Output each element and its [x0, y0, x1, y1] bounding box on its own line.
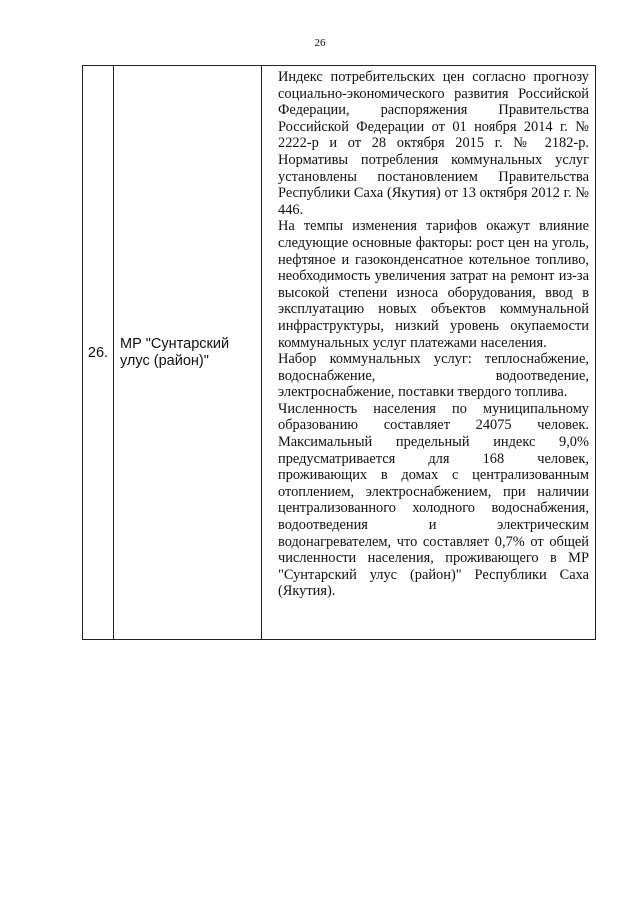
tariff-table — [82, 65, 596, 640]
paragraph-price-index: Индекс потребительских цен согласно прогнозу социально-экономического развития Российской Федерации, распоряжения Правительства Российской Федерации от 01 ноября 2014 г. № 2222-р и от 28 октября 2015 г. № 2182-р. Нормативы потребления коммунальных услуг установлены постановлением Правительства Республики Саха (Якутия) от 13 октября 2012 г. № 446. — [278, 69, 589, 218]
description-cell — [262, 66, 596, 640]
paragraph-population: Численность населения по муниципальному образованию составляет 24075 человек. Максимальный предельный индекс 9,0% предусматривается для 168 человек, проживающих в домах с централизованным отоплением, электроснабжением, при наличии централизованного холодного водоснабжения, водоотведения и электрическим водонагревателем, что составляет 0,7% от общей численности населения, проживающего в МР "Сунтарский улус (район)" Республики Саха (Якутия). — [278, 400, 589, 600]
table-row — [83, 66, 596, 640]
municipality-name: МР "Сунтарский улус (район)" — [114, 66, 262, 640]
page-number: 26 — [314, 37, 326, 49]
paragraph-utility-set: Набор коммунальных услуг: теплоснабжение, водоснабжение, водоотведение, электроснабжение, поставки твердого топлива. — [278, 351, 589, 401]
row-number: 26. — [83, 66, 114, 640]
paragraph-tariff-factors: На темпы изменения тарифов окажут влияние следующие основные факторы: рост цен на уголь, нефтяное и газоконденсатное котельное топливо, необходимость увеличения затрат на ремонт из-за высокой степени износа оборудования, ввод в эксплуатацию новых объектов коммунальной инфраструктуры, низкий уровень окупаемости коммунальных услуг платежами населения. — [278, 218, 589, 351]
